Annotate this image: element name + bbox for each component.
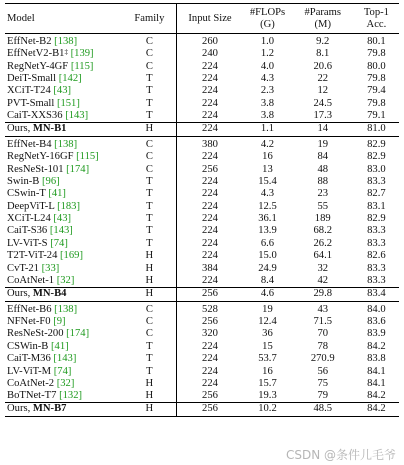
family-cell: T [123, 98, 176, 110]
top1-cell: 79.8 [367, 97, 386, 109]
family-cell: H [123, 287, 176, 301]
citation-link: [43] [53, 213, 72, 225]
table-row [5, 262, 399, 274]
header-model: Model [5, 4, 123, 34]
header-top1-line1: Top-1 [363, 6, 389, 18]
model-name: CSWin-B [7, 340, 52, 352]
citation-link: [139] [67, 48, 94, 60]
table-row [5, 328, 399, 340]
params-cell: 75 [317, 378, 329, 389]
params-cell: 48 [317, 163, 329, 175]
model-name: CoAtNet-2 [7, 378, 57, 389]
top1-cell: 84.1 [367, 365, 386, 377]
table-row [5, 136, 399, 151]
table-row [5, 85, 399, 97]
model-name-cell [5, 390, 123, 403]
table-row [5, 98, 399, 110]
table-row [5, 353, 399, 365]
params-cell: 22 [317, 72, 329, 84]
citation-link: [138] [54, 138, 78, 150]
params-cell: 42 [317, 274, 329, 286]
family-cell: T [123, 213, 176, 225]
ours-row [5, 287, 399, 301]
table-row [5, 176, 399, 188]
model-name-cell [5, 213, 123, 225]
model-name: CSwin-T [7, 188, 49, 200]
input-size-cell: 224 [202, 151, 218, 163]
model-name: ResNeSt-101 [7, 163, 67, 175]
ours-model-cell [5, 122, 123, 136]
header-flops [243, 4, 291, 34]
header-flops-line1: #FLOPs [249, 6, 286, 18]
input-size-cell: 224 [202, 188, 218, 200]
model-name: LV-ViT-S [7, 237, 51, 249]
model-name-cell [5, 341, 123, 353]
ours-row [5, 403, 399, 417]
input-size-cell: 380 [202, 138, 218, 150]
input-size-cell: 256 [176, 287, 243, 301]
top1-cell: 84.2 [367, 390, 386, 402]
top1-cell: 82.9 [367, 138, 386, 150]
family-cell: C [123, 48, 176, 60]
params-cell: 19 [317, 138, 329, 150]
input-size-cell: 224 [202, 274, 218, 286]
model-name: EffNet-B4 [7, 138, 55, 150]
params-cell: 32 [317, 262, 329, 274]
flops-cell: 3.8 [260, 109, 275, 121]
family-cell: T [123, 353, 176, 365]
input-size-cell: 224 [202, 225, 218, 237]
model-name: BoTNet-T7 [7, 390, 60, 402]
model-name-cell [5, 188, 123, 200]
flops-cell: 6.6 [260, 237, 275, 249]
table-row [5, 151, 399, 163]
input-size-cell: 224 [202, 200, 218, 212]
params-cell: 9.2 [316, 36, 330, 47]
watermark: CSDN @条件儿毛爷 [285, 448, 396, 462]
input-size-cell: 224 [202, 85, 218, 97]
citation-link: [132] [59, 390, 83, 402]
input-size-cell: 224 [202, 340, 218, 352]
model-name: CaiT-M36 [7, 353, 54, 365]
top1-cell: 79.1 [367, 109, 386, 121]
table-row [5, 163, 399, 175]
input-size-cell: 224 [202, 353, 218, 365]
family-cell: C [123, 328, 176, 340]
citation-link: [41] [48, 188, 66, 200]
top1-cell: 83.4 [354, 287, 399, 301]
model-name-cell [5, 275, 123, 288]
family-cell: C [123, 151, 176, 163]
params-cell: 68.2 [313, 225, 333, 237]
model-name-cell [5, 136, 123, 151]
top1-cell: 80.1 [367, 36, 386, 47]
flops-cell: 4.0 [260, 60, 275, 72]
params-cell: 48.5 [292, 403, 354, 417]
model-name-cell [5, 176, 123, 188]
top1-cell: 79.8 [367, 72, 386, 84]
model-name: CoAtNet-1 [7, 274, 57, 286]
citation-link: [151] [56, 97, 80, 109]
ours-model-name: MN-B1 [32, 122, 67, 134]
flops-cell: 16 [262, 151, 273, 163]
params-cell: 64.1 [313, 250, 333, 262]
top1-cell: 82.7 [367, 188, 386, 200]
flops-cell: 19 [262, 303, 273, 315]
top1-cell: 84.1 [367, 378, 386, 389]
family-cell: C [123, 136, 176, 151]
top1-cell: 83.3 [367, 274, 386, 286]
model-name-cell [5, 163, 123, 175]
citation-link: [143] [65, 109, 89, 121]
table-header [5, 4, 399, 34]
table-row [5, 188, 399, 200]
group-b1 [5, 34, 399, 137]
top1-cell: 83.8 [367, 353, 386, 365]
ours-model-name: MN-B4 [32, 287, 67, 299]
top1-cell: 79.8 [367, 48, 386, 60]
flops-cell: 1.0 [260, 36, 275, 47]
params-cell: 43 [317, 303, 329, 315]
group-b7 [5, 301, 399, 416]
flops-cell: 19.3 [258, 390, 277, 402]
table-row [5, 34, 399, 49]
header-family: Family [123, 4, 176, 34]
params-cell: 20.6 [313, 60, 333, 72]
family-cell: C [123, 60, 176, 72]
family-cell: H [123, 390, 176, 403]
flops-cell: 53.7 [258, 353, 277, 365]
input-size-cell: 256 [202, 163, 218, 175]
flops-cell: 4.2 [260, 138, 275, 150]
input-size-cell: 224 [202, 378, 218, 389]
family-cell: H [123, 122, 176, 136]
top1-cell: 84.2 [354, 403, 399, 417]
model-name: Swin-B [7, 175, 43, 187]
model-name: RegNetY-16GF [7, 151, 77, 163]
input-size-cell: 528 [202, 303, 218, 315]
header-top1-line2: Acc. [366, 18, 387, 30]
flops-cell: 15 [262, 340, 273, 352]
input-size-cell: 260 [202, 36, 218, 47]
ours-prefix: Ours, [7, 403, 33, 415]
flops-cell: 8.4 [260, 274, 275, 286]
top1-cell: 82.9 [367, 213, 386, 225]
top1-cell: 82.6 [367, 250, 386, 262]
params-cell: 8.1 [316, 48, 330, 60]
family-cell: T [123, 341, 176, 353]
params-cell: 79 [317, 390, 329, 402]
model-name-cell [5, 365, 123, 377]
flops-cell: 16 [262, 365, 273, 377]
params-cell: 24.5 [313, 97, 333, 109]
model-name-cell [5, 98, 123, 110]
top1-cell: 84.0 [367, 303, 386, 315]
model-name: CaiT-XXS36 [7, 109, 66, 121]
model-name-cell [5, 60, 123, 72]
header-flops-line2: (G) [260, 18, 275, 30]
model-name: LV-ViT-M [7, 365, 54, 377]
family-cell: T [123, 225, 176, 237]
model-name-cell [5, 201, 123, 213]
params-cell: 84 [317, 151, 329, 163]
citation-link: [142] [58, 72, 82, 84]
header-top1 [354, 4, 399, 34]
model-name: XCiT-L24 [7, 213, 54, 225]
model-name-cell [5, 48, 123, 60]
family-cell: T [123, 110, 176, 123]
flops-cell: 3.8 [260, 97, 275, 109]
flops-cell: 36 [262, 328, 273, 340]
params-cell: 189 [314, 213, 331, 225]
model-name-cell [5, 250, 123, 262]
input-size-cell: 224 [202, 365, 218, 377]
input-size-cell: 320 [202, 328, 218, 340]
table-row [5, 378, 399, 390]
flops-cell: 4.3 [260, 188, 275, 200]
input-size-cell: 224 [202, 213, 218, 225]
flops-cell: 13.9 [258, 225, 277, 237]
model-name-cell [5, 238, 123, 250]
citation-link: [43] [53, 85, 72, 97]
top1-cell: 81.0 [354, 122, 399, 136]
citation-link: [169] [60, 250, 83, 262]
flops-cell: 36.1 [258, 213, 277, 225]
flops-cell: 24.9 [258, 262, 277, 274]
model-name-cell [5, 110, 123, 123]
table-row [5, 48, 399, 60]
flops-cell: 15.4 [258, 175, 277, 187]
top1-cell: 83.9 [367, 328, 386, 340]
header-input-size: Input Size [176, 4, 243, 34]
family-cell: C [123, 163, 176, 175]
params-cell: 70 [317, 328, 329, 340]
input-size-cell: 224 [176, 122, 243, 136]
model-name: NFNet-F0 [7, 316, 54, 328]
family-cell: T [123, 188, 176, 200]
model-name-cell [5, 301, 123, 316]
top1-cell: 83.1 [367, 200, 386, 212]
flops-cell: 12.5 [258, 200, 277, 212]
ours-row [5, 122, 399, 136]
flops-cell: 15.7 [258, 378, 277, 389]
citation-link: [96] [42, 175, 60, 187]
citation-link: [174] [66, 163, 90, 175]
flops-cell: 13 [262, 163, 273, 175]
family-cell: C [123, 316, 176, 328]
params-cell: 71.5 [313, 316, 333, 328]
input-size-cell: 224 [202, 175, 218, 187]
params-cell: 270.9 [310, 353, 335, 365]
flops-cell: 2.3 [260, 85, 275, 97]
citation-link: [9] [53, 316, 66, 328]
family-cell: T [123, 238, 176, 250]
citation-link: [143] [53, 353, 77, 365]
ours-prefix: Ours, [7, 287, 33, 299]
table-row [5, 341, 399, 353]
ours-prefix: Ours, [7, 122, 33, 134]
params-cell: 23 [317, 188, 329, 200]
params-cell: 26.2 [313, 237, 333, 249]
params-cell: 88 [317, 175, 329, 187]
group-b4 [5, 136, 399, 301]
params-cell: 17.3 [313, 109, 333, 121]
family-cell: T [123, 365, 176, 377]
top1-cell: 83.3 [367, 225, 386, 237]
table-row [5, 213, 399, 225]
family-cell: H [123, 275, 176, 288]
ours-model-cell [5, 287, 123, 301]
model-name: DeepViT-L [7, 200, 58, 212]
citation-link: [32] [56, 378, 75, 389]
family-cell: C [123, 301, 176, 316]
table-row [5, 73, 399, 85]
top1-cell: 83.3 [367, 262, 386, 274]
citation-link: [74] [53, 365, 72, 377]
model-name-cell [5, 316, 123, 328]
model-name: RegNetY-4GF [7, 60, 71, 72]
citation-link: [183] [57, 200, 81, 212]
top1-cell: 83.6 [367, 316, 386, 328]
input-size-cell: 224 [202, 109, 218, 121]
table-row [5, 365, 399, 377]
citation-link: [115] [70, 60, 94, 72]
flops-cell: 1.2 [260, 48, 275, 60]
params-cell: 55 [317, 200, 329, 212]
input-size-cell: 240 [202, 48, 218, 60]
table-row [5, 110, 399, 123]
params-cell: 29.8 [292, 287, 354, 301]
model-name: EffNet-B2 [7, 36, 55, 47]
input-size-cell: 256 [202, 316, 218, 328]
input-size-cell: 384 [202, 262, 218, 274]
model-name: PVT-Small [7, 97, 57, 109]
model-name: EffNet-B6 [7, 303, 55, 315]
header-params-line2: (M) [314, 18, 331, 30]
flops-cell: 10.2 [243, 403, 291, 417]
table-row [5, 238, 399, 250]
table-row [5, 225, 399, 237]
table-row [5, 250, 399, 262]
family-cell: T [123, 73, 176, 85]
flops-cell: 4.3 [260, 72, 275, 84]
top1-cell: 80.0 [367, 60, 386, 72]
table-row [5, 301, 399, 316]
model-name-cell [5, 378, 123, 390]
model-name-cell [5, 73, 123, 85]
model-name: CvT-21 [7, 262, 42, 274]
header-params-line1: #Params [304, 6, 341, 18]
citation-link: [143] [49, 225, 73, 237]
family-cell: T [123, 201, 176, 213]
header-params [292, 4, 354, 34]
model-name: DeiT-Small [7, 72, 59, 84]
top1-cell: 83.0 [367, 163, 386, 175]
family-cell: C [123, 34, 176, 49]
params-cell: 12 [317, 85, 329, 97]
ours-model-name: MN-B7 [32, 403, 67, 415]
model-name-cell [5, 225, 123, 237]
family-cell: H [123, 250, 176, 262]
citation-link: [138] [54, 303, 78, 315]
input-size-cell: 224 [202, 72, 218, 84]
top1-cell: 79.4 [367, 85, 386, 97]
top1-cell: 83.3 [367, 175, 386, 187]
citation-link: [32] [56, 274, 75, 286]
model-name-cell [5, 151, 123, 163]
table-row [5, 275, 399, 288]
input-size-cell: 224 [202, 237, 218, 249]
table-row [5, 60, 399, 72]
model-name: T2T-ViT-24 [7, 250, 61, 262]
comparison-table [5, 3, 399, 417]
model-name-cell [5, 262, 123, 274]
family-cell: H [123, 262, 176, 274]
input-size-cell: 224 [202, 60, 218, 72]
model-name-cell [5, 353, 123, 365]
family-cell: T [123, 176, 176, 188]
flops-cell: 15.0 [258, 250, 277, 262]
citation-link: [115] [76, 151, 99, 163]
model-name-cell [5, 34, 123, 49]
top1-cell: 83.3 [367, 237, 386, 249]
top1-cell: 84.2 [367, 340, 386, 352]
family-cell: H [123, 403, 176, 417]
table-row [5, 390, 399, 403]
citation-link: [33] [41, 262, 60, 274]
input-size-cell: 256 [176, 403, 243, 417]
flops-cell: 12.4 [258, 316, 277, 328]
model-name: XCiT-T24 [7, 85, 54, 97]
model-name: EffNetV2-B1 [7, 48, 65, 60]
input-size-cell: 256 [202, 390, 218, 402]
params-cell: 56 [317, 365, 329, 377]
params-cell: 14 [292, 122, 354, 136]
input-size-cell: 224 [202, 250, 218, 262]
model-name-cell [5, 85, 123, 97]
table-row [5, 316, 399, 328]
citation-link: [138] [54, 36, 78, 47]
family-cell: T [123, 85, 176, 97]
input-size-cell: 224 [202, 97, 218, 109]
top1-cell: 82.9 [367, 151, 386, 163]
citation-link: [74] [50, 237, 68, 249]
model-name: ResNeSt-200 [7, 328, 67, 340]
params-cell: 78 [317, 340, 329, 352]
flops-cell: 1.1 [243, 122, 291, 136]
flops-cell: 4.6 [243, 287, 291, 301]
citation-link: [41] [51, 340, 69, 352]
table-row [5, 201, 399, 213]
ours-model-cell [5, 403, 123, 417]
model-superscript: ‡ [64, 48, 68, 57]
family-cell: H [123, 378, 176, 390]
citation-link: [174] [66, 328, 90, 340]
model-name-cell [5, 328, 123, 340]
model-name: CaiT-S36 [7, 225, 50, 237]
